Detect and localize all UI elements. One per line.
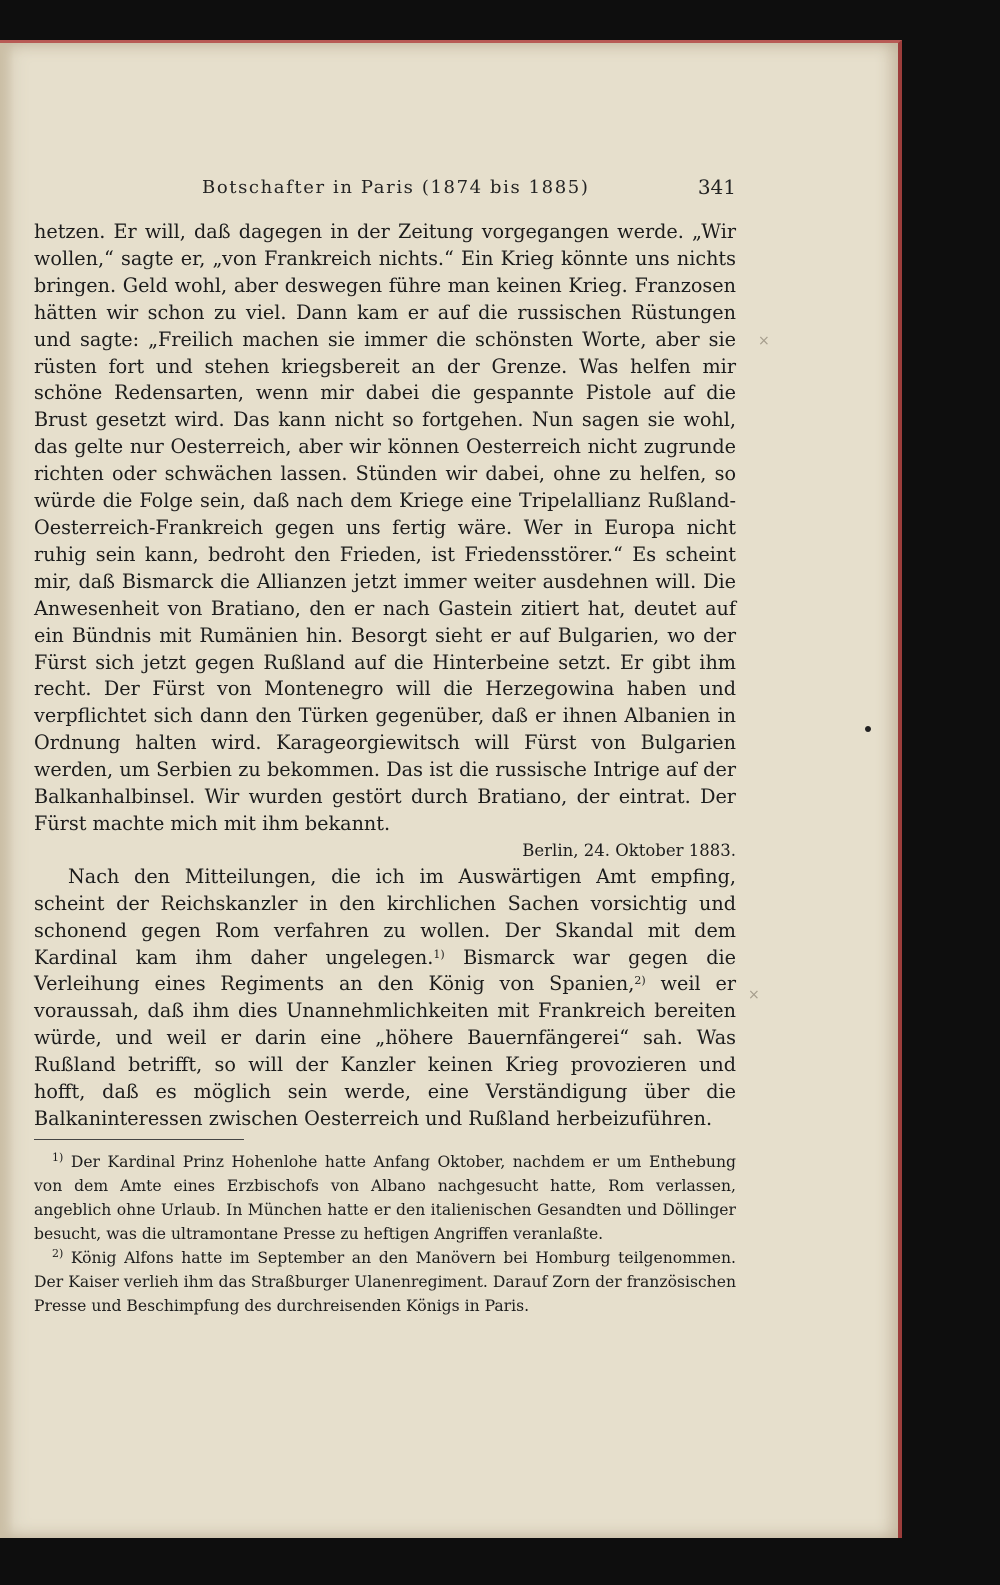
paragraph-2 bbox=[34, 864, 736, 1133]
running-head: Botschafter in Paris (1874 bis 1885) bbox=[202, 177, 590, 198]
dateline: Berlin, 24. Oktober 1883. bbox=[522, 840, 736, 860]
pencil-mark-icon: × bbox=[748, 987, 760, 1003]
page-number: 341 bbox=[697, 175, 736, 199]
paragraph-2-part-c: weil er voraussah, daß ihm dies Unannehmlichkeiten mit Frankreich bereiten würde, und weil er darin eine „höhere Bauernfängerei“ sah. Was Rußland betrifft, so will der Kanzler keinen Krieg provozieren und hofft, daß es möglich sein werde, eine Verständigung über die Balkaninteressen zwischen Oesterreich und Rußland herbeizuführen. bbox=[34, 972, 736, 1130]
footnote-1-marker: 1) bbox=[52, 1150, 64, 1164]
paragraph-2-part-a: Nach den Mitteilungen, die ich im Auswärtigen Amt empfing, scheint der Reichskanzler in den kirchlichen Sachen vorsichtig und schonend gegen Rom verfahren zu wollen. Der Skandal mit dem Kardinal kam ihm daher ungelegen. bbox=[34, 864, 736, 969]
footnote-1-text: Der Kardinal Prinz Hohenlohe hatte Anfang Oktober, nachdem er um Enthebung von dem Amte eines Erzbischofs von Albano nachgesucht hatte, Rom verlassen, angeblich ohne Urlaub. In München hatte er den italienischen Gesandten und Döllinger besucht, was die ultramontane Presse zu heftigen Angriffen veranlaßte. bbox=[34, 1152, 736, 1243]
footnote-ref-2: 2) bbox=[634, 974, 646, 988]
paragraph-2-part-b: Bismarck war gegen die Verleihung eines Regiments an den König von Spanien, bbox=[34, 945, 736, 996]
paragraph-1: hetzen. Er will, daß dagegen in der Zeitung vorgegangen werde. „Wir wollen,“ sagte er, „von Frankreich nichts.“ Ein Krieg könnte uns nichts bringen. Geld wohl, aber deswegen führe man keinen Krieg. Franzosen hätten wir schon zu viel. Dann kam er auf die russischen Rüstungen und sagte: „Freilich machen sie immer die schönsten Worte, aber sie rüsten fort und stehen kriegsbereit an der Grenze. Was helfen mir schöne Redensarten, wenn mir dabei die gespannte Pistole auf die Brust gesetzt wird. Das kann nicht so fortgehen. Nun sagen sie wohl, das gelte nur Oesterreich, aber wir können Oesterreich nicht zugrunde richten oder schwächen lassen. Stünden wir dabei, ohne zu helfen, so würde die Folge sein, daß nach dem Kriege eine Tripelallianz Rußland-Oesterreich-Frankreich gegen uns fertig wäre. Wer in Europa nicht ruhig sein kann, bedroht den Frieden, ist Friedensstörer.“ Es scheint mir, daß Bismarck die Allianzen jetzt immer weiter ausdehnen will. Die Anwesenheit von Bratiano, den er nach Gastein zitiert hat, deutet auf ein Bündnis mit Rumänien hin. Besorgt sieht er auf Bulgarien, wo der Fürst sich jetzt gegen Rußland auf die Hinterbeine setzt. Er gibt ihm recht. Der Fürst von Montenegro will die Herzegowina haben und verpflichtet sich dann den Türken gegenüber, daß er ihnen Albanien in Ordnung halten wird. Karageorgiewitsch will Fürst von Bulgarien werden, um Serbien zu bekommen. Das ist die russische Intrige auf der Balkanhalbinsel. Wir wurden gestört durch Bratiano, der eintrat. Der Fürst machte mich mit ihm bekannt. bbox=[34, 220, 736, 835]
ink-spot bbox=[865, 726, 871, 732]
footnote-2-text: König Alfons hatte im September an den Manövern bei Homburg teilgenommen. Der Kaiser verlieh ihm das Straßburger Ulanenregiment. Darauf Zorn der französischen Presse und Beschimpfung des durchreisenden Königs in Paris. bbox=[34, 1248, 736, 1315]
footnote-2-marker: 2) bbox=[52, 1246, 64, 1260]
footnote-divider bbox=[34, 1139, 244, 1140]
book-page bbox=[0, 40, 902, 1538]
footnote-2 bbox=[34, 1246, 736, 1318]
pencil-mark-icon: × bbox=[758, 333, 770, 349]
footnote-ref-1: 1) bbox=[433, 947, 445, 961]
page-header bbox=[34, 175, 734, 205]
page-body bbox=[34, 219, 736, 1318]
footnote-1 bbox=[34, 1150, 736, 1246]
